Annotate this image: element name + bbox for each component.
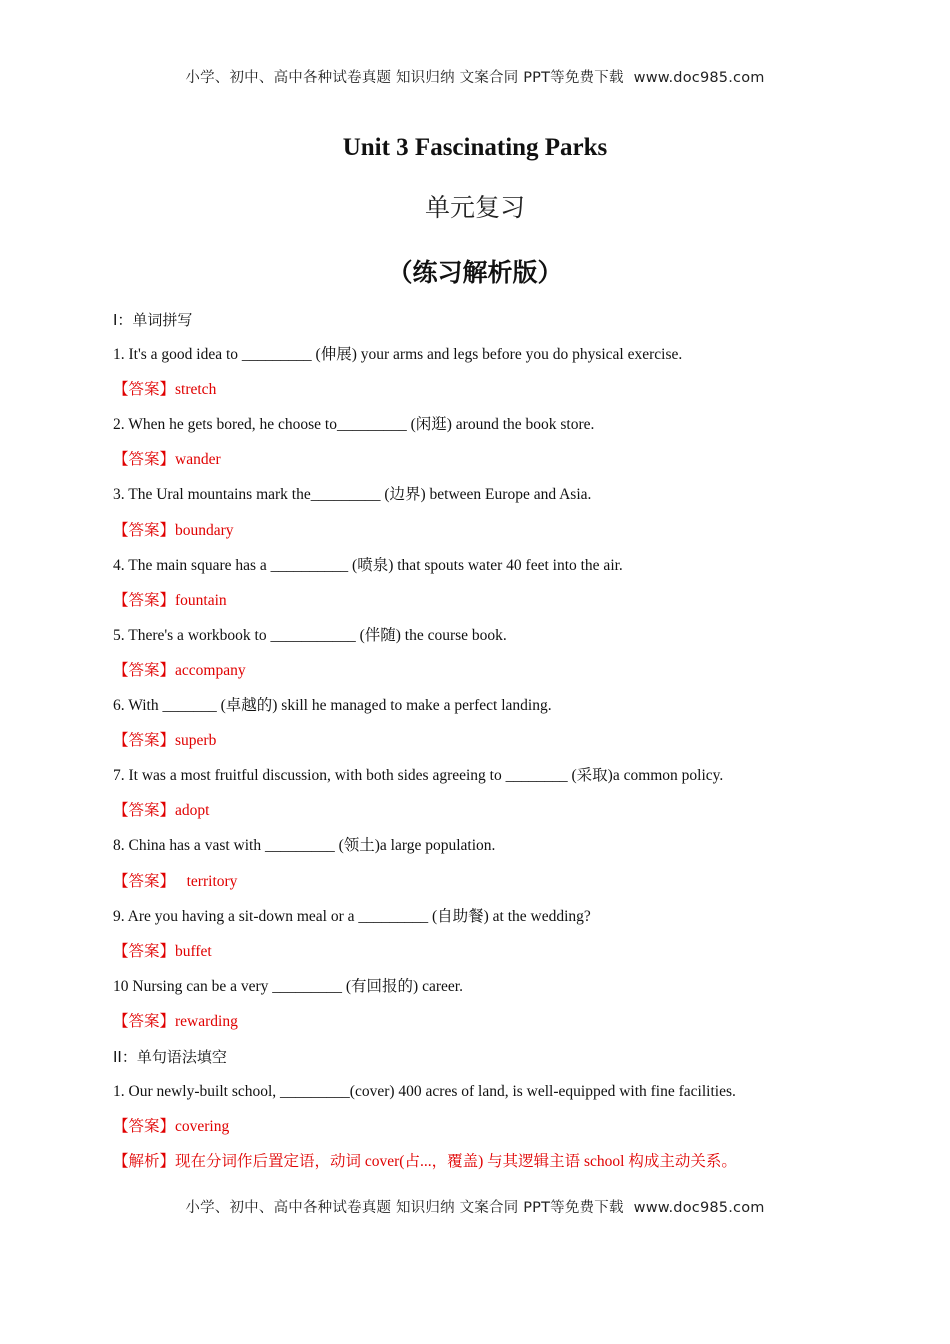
answer-text: 【答案】 territory (113, 872, 238, 890)
answer-text: 【答案】fountain (113, 591, 227, 609)
footer-banner (0, 1196, 950, 1217)
footer-promo-text: 小学、初中、高中各种试卷真题 知识归纳 文案合同 PPT等免费下载 (185, 1200, 624, 1216)
answer-text: 【答案】stretch (113, 381, 217, 399)
answer-text: 【答案】rewarding (113, 1012, 238, 1030)
edition-title: （练习解析版） (387, 258, 563, 287)
exercise-content (113, 309, 853, 1186)
answer-text: 【答案】boundary (113, 521, 234, 539)
question-text: 4. The main square has a __________ (喷泉) that spouts water 40 feet into the air. (113, 556, 623, 574)
section-heading: II：单句语法填空 (113, 1047, 227, 1066)
footer-site-link[interactable]: www.doc985.com (633, 1200, 765, 1216)
header-site-link[interactable]: www.doc985.com (633, 70, 765, 86)
header-banner (0, 66, 950, 87)
section-heading: I：单词拼写 (113, 311, 193, 329)
answer-text: 【答案】wander (113, 451, 221, 469)
answer-text: 【答案】accompany (113, 661, 246, 679)
question-text: 5. There's a workbook to ___________ (伴随) the course book. (113, 626, 507, 644)
answer-text: 【答案】covering (113, 1118, 230, 1136)
header-promo-text: 小学、初中、高中各种试卷真题 知识归纳 文案合同 PPT等免费下载 (185, 70, 624, 86)
question-text: 2. When he gets bored, he choose to_________ (闲逛) around the book store. (113, 416, 595, 434)
question-text: 6. With _______ (卓越的) skill he managed to make a perfect landing. (113, 697, 552, 715)
unit-title: Unit 3 Fascinating Parks (342, 134, 608, 161)
answer-text: 【答案】adopt (113, 802, 210, 820)
question-text: 10 Nursing can be a very _________ (有回报的) career. (113, 977, 463, 995)
question-text: 8. China has a vast with _________ (领土)a large population. (113, 837, 496, 855)
question-text: 9. Are you having a sit-down meal or a _________ (自助餐) at the wedding? (113, 907, 591, 925)
review-title: 单元复习 (424, 193, 525, 222)
question-text: 7. It was a most fruitful discussion, with both sides agreeing to ________ (采取)a common policy. (113, 767, 724, 785)
question-text: 3. The Ural mountains mark the_________ (边界) between Europe and Asia. (113, 486, 592, 504)
analysis-text: 【解析】现在分词作后置定语，动词 cover(占...，覆盖) 与其逻辑主语 school 构成主动关系。 (113, 1153, 737, 1171)
answer-text: 【答案】superb (113, 732, 217, 750)
question-text: 1. Our newly-built school, _________(cover) 400 acres of land, is well-equipped with fine facilities. (113, 1083, 736, 1101)
answer-text: 【答案】buffet (113, 942, 212, 960)
question-text: 1. It's a good idea to _________ (伸展) your arms and legs before you do physical exercise. (113, 346, 683, 364)
